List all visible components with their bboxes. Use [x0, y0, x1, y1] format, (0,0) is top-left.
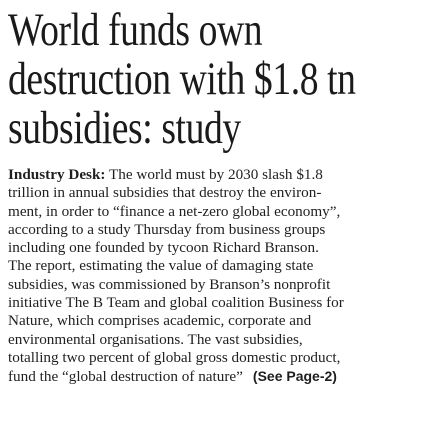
body-line-12: [8, 367, 436, 386]
body-line-8: initiative The B Team and global coalition Business for: [8, 294, 344, 312]
body-line-2: trillion in annual subsidies that destroy the environ-: [8, 184, 322, 202]
see-page-link: (See Page-2): [252, 368, 337, 385]
body-line-12-text: fund the “global destruction of nature”: [8, 368, 243, 386]
body-line-1: [8, 166, 436, 184]
headline-line-1: World funds own: [8, 4, 263, 56]
body-line-6: The report, estimating the value of damaging state: [8, 257, 314, 275]
dateline: Industry Desk:: [8, 166, 106, 183]
body-line-10: environmental organisations. The vast subsidies,: [8, 330, 303, 348]
body-line-3: ment, in order to “finance a net-zero global economy”,: [8, 202, 341, 220]
news-article: [8, 6, 436, 387]
body-line-9: Nature, which comprises academic, corporate and: [8, 312, 312, 330]
body-line-11: totalling two percent of global gross domestic product,: [8, 348, 341, 366]
body-line-5: including one founded by tycoon Richard Branson.: [8, 239, 319, 257]
article-body: [8, 166, 436, 387]
body-line-7: subsidies, was commissioned by Branson’s nonprofit: [8, 275, 331, 293]
headline: [8, 6, 436, 153]
headline-line-2: destruction with $1.8 tn: [8, 53, 356, 105]
body-line-1-text: The world must by 2030 slash $1.8: [109, 166, 323, 183]
body-line-4: according to a study Thursday from business groups: [8, 220, 326, 238]
headline-line-3: subsidies: study: [8, 102, 241, 154]
